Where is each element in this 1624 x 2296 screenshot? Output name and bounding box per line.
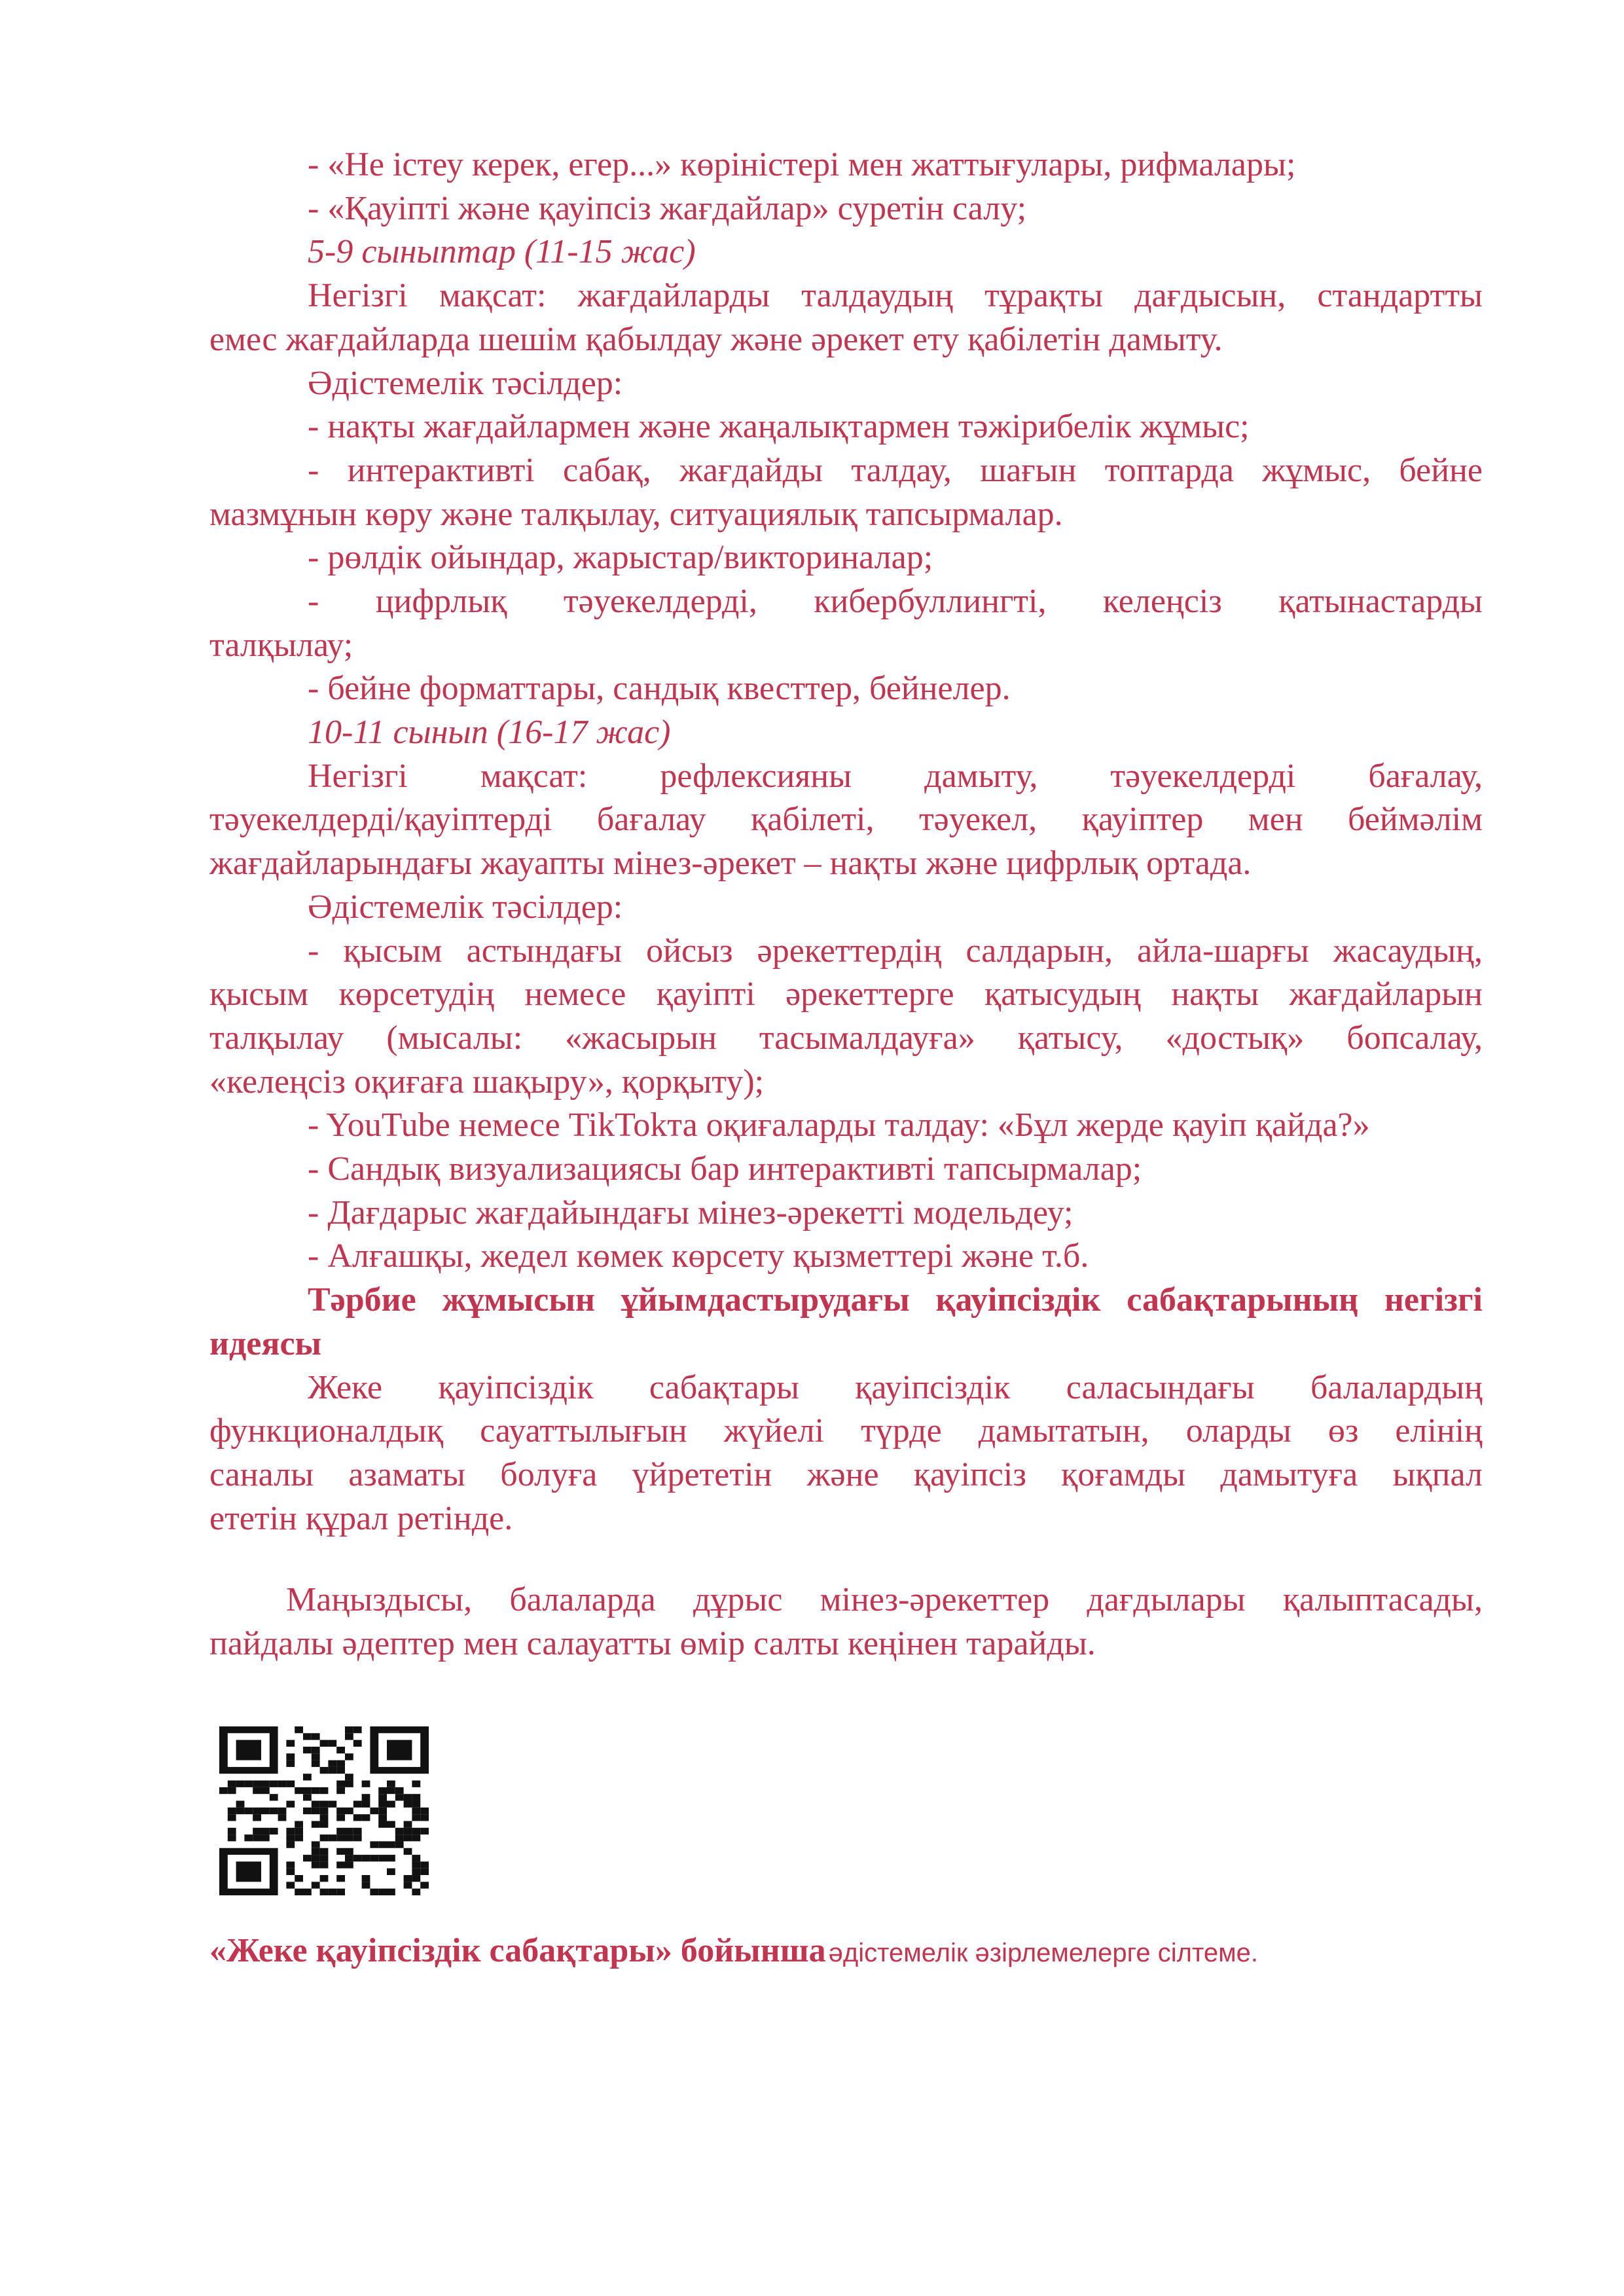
qr-module — [312, 1733, 320, 1740]
qr-module — [320, 1740, 329, 1747]
qr-module — [312, 1861, 320, 1868]
qr-module — [345, 1848, 353, 1855]
qr-module — [253, 1787, 261, 1794]
qr-module — [412, 1834, 420, 1841]
paragraph — [209, 1148, 1483, 1192]
qr-module — [387, 1855, 395, 1861]
text-line: - «Не істеу керек, егер...» көріністері мен жаттығулары, рифмалары; — [308, 146, 1296, 183]
text-line: қысым көрсетудің немесе қауіпті әрекеттерге қатысудың нақты жағдайларын — [209, 975, 1483, 1013]
qr-module — [228, 1814, 236, 1821]
qr-module — [244, 1808, 253, 1814]
qr-module — [420, 1868, 429, 1875]
qr-module — [261, 1834, 270, 1841]
paragraph — [209, 580, 1483, 667]
qr-module — [312, 1882, 320, 1888]
qr-module — [362, 1801, 370, 1808]
qr-module — [312, 1787, 320, 1794]
qr-module — [286, 1834, 295, 1841]
qr-module — [312, 1808, 320, 1814]
qr-module — [336, 1747, 345, 1753]
qr-module — [286, 1828, 295, 1834]
qr-module — [320, 1834, 329, 1841]
qr-module — [336, 1760, 345, 1767]
qr-module — [320, 1787, 329, 1794]
qr-module — [286, 1861, 295, 1868]
qr-module — [253, 1808, 261, 1814]
qr-module — [420, 1808, 429, 1814]
qr-module — [295, 1875, 303, 1882]
qr-module — [312, 1841, 320, 1848]
qr-module — [345, 1753, 353, 1760]
text-line: - YouTube немесе TikTokта оқиғаларды талдау: «Бұл жерде қауіп қайда?» — [308, 1106, 1370, 1144]
text-line: - бейне форматтары, сандық квесттер, бейнелер. — [308, 670, 1011, 708]
qr-module — [378, 1814, 387, 1821]
qr-module — [378, 1801, 387, 1808]
text-line: талқылау; — [209, 626, 353, 664]
qr-module — [412, 1861, 420, 1868]
qr-module — [295, 1821, 303, 1827]
text-line: Маңыздысы, балаларда дұрыс мінез-әрекеттер дағдылары қалыптасады, — [286, 1581, 1483, 1619]
qr-module — [412, 1808, 420, 1814]
qr-module — [387, 1821, 395, 1827]
text-line: Негізгі мақсат: рефлексияны дамыту, тәуекелдерді бағалау, — [308, 757, 1483, 795]
qr-module — [353, 1740, 362, 1747]
text-line: пайдалы әдептер мен салауатты өмір салты кеңінен тарайды. — [209, 1625, 1096, 1662]
qr-module — [336, 1875, 345, 1882]
qr-module — [387, 1787, 395, 1794]
qr-module — [336, 1834, 345, 1841]
qr-module — [303, 1787, 312, 1794]
qr-module — [295, 1787, 303, 1794]
qr-module — [303, 1889, 312, 1895]
qr-module — [320, 1801, 329, 1808]
qr-module — [412, 1828, 420, 1834]
qr-module — [353, 1828, 362, 1834]
qr-module — [244, 1834, 253, 1841]
qr-module — [420, 1828, 429, 1834]
qr-module — [295, 1889, 303, 1895]
qr-module — [353, 1801, 362, 1808]
text-line: - Сандық визуализациясы бар интерактивті тапсырмалар; — [308, 1150, 1142, 1188]
qr-module — [404, 1821, 412, 1827]
qr-module — [320, 1861, 329, 1868]
qr-module — [378, 1841, 387, 1848]
qr-module — [320, 1875, 329, 1882]
text-line: - рөлдік ойындар, жарыстар/викториналар; — [308, 539, 933, 577]
qr-module — [286, 1740, 295, 1747]
text-line: - Алғашқы, жедел көмек көрсету қызметтері және т.б. — [308, 1237, 1089, 1275]
text-line: - «Қауіпті және қауіпсіз жағдайлар» суретін салу; — [308, 189, 1027, 227]
qr-module — [420, 1814, 429, 1821]
document-body — [209, 143, 1483, 1666]
qr-module — [420, 1861, 429, 1868]
qr-module — [336, 1787, 345, 1794]
qr-module — [295, 1834, 303, 1841]
qr-module — [362, 1814, 370, 1821]
text-line: саналы азаматы болуға үйрететін және қауіпсіз қоғамды дамытуға ықпал — [209, 1455, 1483, 1493]
qr-module — [320, 1821, 329, 1827]
qr-module — [336, 1848, 345, 1855]
qr-module — [278, 1814, 287, 1821]
qr-module — [370, 1889, 378, 1895]
text-line: функционалдық сауаттылығын жүйелі түрде дамытатын, оларды өз елінің — [209, 1412, 1483, 1450]
qr-module — [395, 1794, 404, 1800]
qr-module — [362, 1794, 370, 1800]
qr-module — [336, 1781, 345, 1787]
text-line: Әдістемелік тәсілдер: — [308, 888, 623, 926]
qr-module — [320, 1808, 329, 1814]
qr-module — [336, 1814, 345, 1821]
qr-module — [378, 1808, 387, 1814]
footer-normal-text: әдістемелік әзірлемелерге сілтеме. — [828, 1939, 1258, 1967]
qr-module — [320, 1855, 329, 1861]
qr-module — [412, 1794, 420, 1800]
text-line: талқылау (мысалы: «жасырын тасымалдауға» қатысу, «достық» бопсалау, — [209, 1019, 1483, 1057]
qr-module — [404, 1794, 412, 1800]
text-line: - Дағдарыс жағдайындағы мінез-әрекетті модельдеу; — [308, 1194, 1074, 1231]
paragraph — [209, 1192, 1483, 1235]
qr-module — [370, 1808, 378, 1814]
qr-module — [312, 1801, 320, 1808]
paragraph — [209, 755, 1483, 886]
qr-module — [345, 1834, 353, 1841]
qr-module — [345, 1726, 353, 1733]
qr-module — [378, 1787, 387, 1794]
qr-module — [219, 1787, 228, 1794]
text-line: - цифрлық тәуекелдерді, кибербуллингті, келеңсіз қатынастарды — [308, 583, 1483, 620]
footer-bold-text: «Жеке қауіпсіздік сабақтары» бойынша — [209, 1932, 826, 1969]
qr-module — [353, 1726, 362, 1733]
paragraph — [209, 405, 1483, 449]
qr-module — [336, 1889, 345, 1895]
qr-finder-center — [236, 1740, 261, 1760]
text-line: ететін құрал ретінде. — [209, 1499, 513, 1537]
paragraph — [209, 667, 1483, 711]
qr-module — [286, 1801, 295, 1808]
paragraph — [209, 886, 1483, 930]
qr-module — [378, 1794, 387, 1800]
qr-module — [270, 1794, 278, 1800]
paragraph — [209, 274, 1483, 361]
qr-module — [328, 1889, 336, 1895]
qr-module — [286, 1841, 295, 1848]
qr-module — [286, 1781, 295, 1787]
qr-module — [270, 1828, 278, 1834]
qr-module — [336, 1861, 345, 1868]
qr-module — [261, 1828, 270, 1834]
qr-module — [404, 1834, 412, 1841]
qr-module — [420, 1882, 429, 1888]
qr-module — [412, 1781, 420, 1787]
qr-module — [303, 1747, 312, 1753]
qr-module — [261, 1808, 270, 1814]
paragraph — [209, 187, 1483, 231]
qr-module — [312, 1753, 320, 1760]
text-line: 5-9 сыныптар (11-15 жас) — [308, 233, 696, 271]
qr-module — [395, 1834, 404, 1841]
paragraph — [209, 930, 1483, 1104]
qr-module — [345, 1774, 353, 1780]
qr-module — [303, 1808, 312, 1814]
qr-module — [303, 1774, 312, 1780]
qr-module — [286, 1868, 295, 1875]
qr-module — [320, 1767, 329, 1774]
qr-module — [395, 1787, 404, 1794]
qr-module — [286, 1753, 295, 1760]
paragraph — [209, 1235, 1483, 1279]
qr-module — [378, 1821, 387, 1827]
qr-module — [312, 1855, 320, 1861]
qr-module — [295, 1726, 303, 1733]
qr-module — [412, 1889, 420, 1895]
text-line: - қысым астындағы ойсыз әрекеттердің салдарын, айла-шарғы жасаудың, — [308, 932, 1483, 970]
qr-module — [328, 1834, 336, 1841]
qr-finder-center — [387, 1740, 412, 1760]
qr-module — [336, 1828, 345, 1834]
text-line: Тәрбие жұмысын ұйымдастырудағы қауіпсіздік сабақтарының негізгі — [308, 1281, 1483, 1319]
paragraph — [209, 362, 1483, 406]
qr-module — [345, 1733, 353, 1740]
qr-module — [353, 1855, 362, 1861]
qr-module — [370, 1855, 378, 1861]
text-line: жағдайларындағы жауапты мінез-әрекет – нақты және цифрлық ортада. — [209, 845, 1252, 883]
qr-module — [228, 1828, 236, 1834]
qr-module — [387, 1868, 395, 1875]
text-line: Әдістемелік тәсілдер: — [308, 364, 623, 402]
text-line: - интерактивті сабақ, жағдайды талдау, шағын топтарда жұмыс, бейне — [308, 451, 1483, 489]
qr-module — [362, 1882, 370, 1888]
qr-module — [295, 1828, 303, 1834]
qr-module — [412, 1855, 420, 1861]
qr-module — [312, 1747, 320, 1753]
qr-module — [404, 1848, 412, 1855]
qr-module — [404, 1882, 412, 1888]
qr-module — [320, 1814, 329, 1821]
qr-module — [270, 1781, 278, 1787]
footer-link-caption — [209, 1931, 1258, 1970]
qr-module — [236, 1801, 245, 1808]
text-line: Жеке қауіпсіздік сабақтары қауіпсіздік саласындағы балалардың — [308, 1368, 1483, 1406]
qr-module — [412, 1875, 420, 1882]
qr-module — [303, 1855, 312, 1861]
qr-module — [261, 1787, 270, 1794]
qr-module — [328, 1801, 336, 1808]
qr-module — [312, 1848, 320, 1855]
qr-module — [387, 1889, 395, 1895]
qr-module — [270, 1808, 278, 1814]
qr-module — [378, 1855, 387, 1861]
qr-module — [353, 1814, 362, 1821]
qr-module — [387, 1781, 395, 1787]
qr-module — [278, 1808, 287, 1814]
qr-module — [228, 1808, 236, 1814]
qr-module — [303, 1794, 312, 1800]
qr-module — [345, 1861, 353, 1868]
qr-module — [320, 1889, 329, 1895]
qr-module — [387, 1841, 395, 1848]
paragraph — [209, 230, 1483, 274]
qr-module — [412, 1814, 420, 1821]
qr-module — [345, 1808, 353, 1814]
paragraph — [209, 711, 1483, 755]
qr-module — [253, 1814, 261, 1821]
qr-module — [303, 1733, 312, 1740]
qr-module — [278, 1781, 287, 1787]
qr-module — [336, 1767, 345, 1774]
paragraph — [209, 536, 1483, 580]
qr-module — [286, 1882, 295, 1888]
qr-finder-center — [236, 1861, 261, 1882]
qr-code[interactable] — [219, 1726, 429, 1895]
qr-module — [228, 1834, 236, 1841]
text-line: идеясы — [209, 1324, 322, 1362]
qr-module — [253, 1781, 261, 1787]
qr-module — [312, 1821, 320, 1827]
qr-module — [336, 1808, 345, 1814]
qr-module — [228, 1781, 236, 1787]
paragraph — [209, 1366, 1483, 1541]
paragraph — [209, 1279, 1483, 1366]
qr-module — [345, 1828, 353, 1834]
qr-module — [244, 1781, 253, 1787]
qr-module — [362, 1875, 370, 1882]
qr-module — [328, 1767, 336, 1774]
qr-module — [362, 1855, 370, 1861]
text-line: «келеңсіз оқиғаға шақыру», қорқыту); — [209, 1063, 765, 1101]
qr-module — [228, 1787, 236, 1794]
paragraph — [209, 449, 1483, 536]
qr-module — [253, 1828, 261, 1834]
qr-module — [362, 1781, 370, 1787]
qr-module — [412, 1868, 420, 1875]
qr-module — [345, 1855, 353, 1861]
text-line: мазмұнын көру және талқылау, ситуациялық тапсырмалар. — [209, 495, 1063, 533]
qr-module — [395, 1841, 404, 1848]
qr-module — [404, 1828, 412, 1834]
qr-module — [286, 1760, 295, 1767]
qr-module — [328, 1740, 336, 1747]
qr-module — [387, 1801, 395, 1808]
text-line: емес жағдайларда шешім қабылдау және әрекет ету қабілетін дамыту. — [209, 320, 1223, 358]
text-line: Негізгі мақсат: жағдайларды талдаудың тұрақты дағдысын, стандартты — [308, 277, 1483, 315]
paragraph — [209, 1578, 1483, 1666]
qr-module — [378, 1889, 387, 1895]
qr-module — [253, 1834, 261, 1841]
qr-module — [353, 1834, 362, 1841]
qr-module — [261, 1781, 270, 1787]
qr-module — [236, 1781, 245, 1787]
qr-module — [345, 1781, 353, 1787]
qr-module — [412, 1801, 420, 1808]
paragraph — [209, 143, 1483, 187]
qr-module — [328, 1760, 336, 1767]
qr-module — [370, 1841, 378, 1848]
qr-module — [312, 1760, 320, 1767]
qr-module — [404, 1875, 412, 1882]
text-line: - нақты жағдайлармен және жаңалықтармен тәжірибелік жұмыс; — [308, 408, 1250, 446]
qr-module — [236, 1808, 245, 1814]
qr-module — [320, 1848, 329, 1855]
text-line: тәуекелдерді/қауіптерді бағалау қабілеті, тәуекел, қауіптер мен беймәлім — [209, 801, 1483, 839]
text-line: 10-11 сынып (16-17 жас) — [308, 714, 671, 752]
qr-module — [395, 1828, 404, 1834]
paragraph — [209, 1104, 1483, 1148]
qr-module — [404, 1801, 412, 1808]
